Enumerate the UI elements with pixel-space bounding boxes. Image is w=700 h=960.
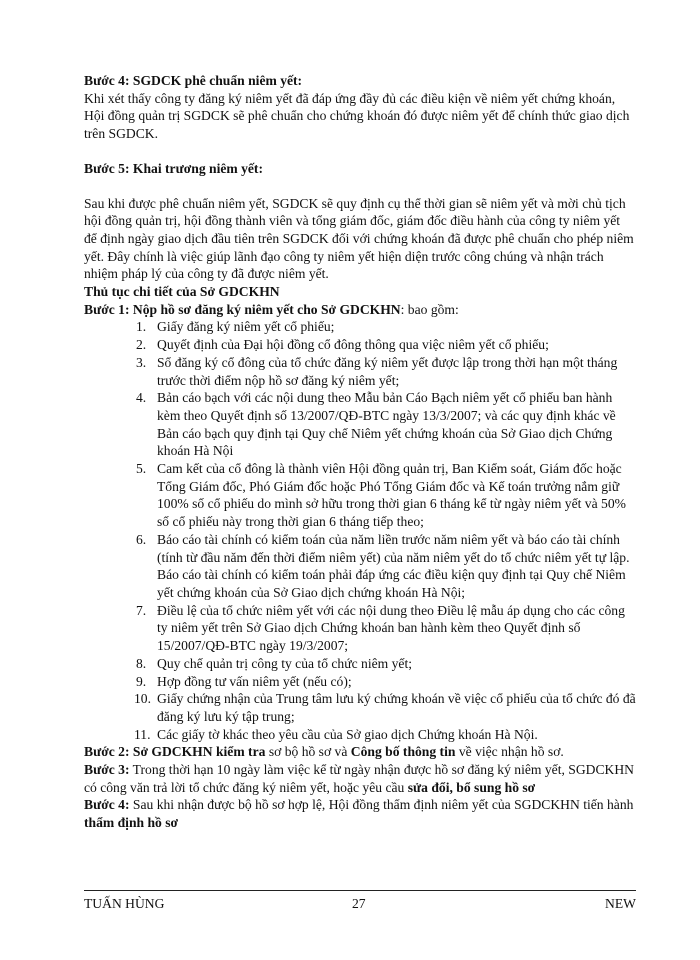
list-item: 5. Cam kết của cổ đông là thành viên Hội đồng quản trị, Ban Kiểm soát, Giám đốc hoặc Tổng Giám đốc, Phó Giám đốc hoặc Phó Tổng Giám đốc và Kế toán trưởng nắm giữ 100% số cổ phiếu do mình sở hữu trong thời gian 6 tháng kể từ ngày niêm yết và 50% số cổ phiếu này trong thời gian 6 tháng tiếp theo; xyxy=(136,461,626,530)
list-item: 7. Điều lệ của tổ chức niêm yết với các nội dung theo Điều lệ mẫu áp dụng cho các công ty niêm yết trên Sở Giao dịch Chứng khoán ban hành kèm theo Quyết định số 15/2007/QĐ-BTC ngày 19/3/2007; xyxy=(136,602,625,654)
hn-step4: Bước 4: Sau khi nhận được bộ hồ sơ hợp lệ, Hội đồng thẩm định niêm yết của SGDCKHN tiến hành thẩm định hồ sơ xyxy=(84,797,634,831)
hn-step1: Bước 1: Nộp hồ sơ đăng ký niêm yết cho Sở GDCKHN: bao gồm: xyxy=(84,301,459,317)
step5-heading: Bước 5: Khai trương niêm yết: xyxy=(84,160,263,176)
step4a-body: Khi xét thấy công ty đăng ký niêm yết đã đáp ứng đầy đủ các điều kiện về niêm yết chứng khoán, Hội đồng quản trị SGDCK sẽ phê chuẩn cho chứng khoán đó được niêm yết để chính thức giao dịch trên SGDCK. xyxy=(84,90,630,142)
list-item: 11. Các giấy tờ khác theo yêu cầu của Sở giao dịch Chứng khoán Hà Nội. xyxy=(134,726,538,742)
footer-divider xyxy=(84,890,636,891)
documents-list xyxy=(84,318,636,743)
list-item: 8. Quy chế quản trị công ty của tổ chức niêm yết; xyxy=(136,655,412,671)
step5-body: Sau khi được phê chuẩn niêm yết, SGDCK sẽ quy định cụ thể thời gian sẽ niêm yết và mời chủ tịch hội đồng quản trị, hội đồng thành viên và tổng giám đốc, giám đốc điều hành của công ty niêm yết để định ngày giao dịch đầu tiên trên SGDCK đối với chứng khoán đã được phê chuẩn cho phép niêm yết. Đây chính là việc giúp lãnh đạo công ty niêm yết hiện diện trước công chúng và nhận trách nhiệm pháp lý của công ty đã được niêm yết. xyxy=(84,195,634,282)
page-number: 27 xyxy=(352,896,366,911)
list-item: 6. Báo cáo tài chính có kiểm toán của năm liền trước năm niêm yết và báo cáo tài chính (tính từ đầu năm đến thời điểm niêm yết) của năm niêm yết do tổ chức niêm yết tự lập. Báo cáo tài chính có kiểm toán phải đáp ứng các điều kiện quy định tại Quy chế Niêm yết chứng khoán của Sở Giao dịch chứng khoán Hà Nội; xyxy=(136,531,630,600)
list-item: 9. Hợp đồng tư vấn niêm yết (nếu có); xyxy=(136,673,352,689)
hn-step3: Bước 3: Trong thời hạn 10 ngày làm việc kể từ ngày nhận được hồ sơ đăng ký niêm yết, SGDCKHN có công văn trả lời tổ chức đăng ký niêm yết, hoặc yêu cầu sửa đổi, bổ sung hồ sơ xyxy=(84,762,634,795)
list-item: 3. Sổ đăng ký cổ đông của tổ chức đăng ký niêm yết được lập trong thời hạn một tháng trước thời điểm nộp hồ sơ đăng ký niêm yết; xyxy=(136,354,618,388)
footer-author: TUẤN HÙNG xyxy=(84,896,165,911)
step4a-heading: Bước 4: SGDCK phê chuẩn niêm yết: xyxy=(84,73,303,88)
list-item: 10. Giấy chứng nhận của Trung tâm lưu ký chứng khoán về việc cổ phiếu của tổ chức đó đã đăng ký lưu ký tập trung; xyxy=(134,691,636,724)
document-page xyxy=(84,72,636,832)
hn-step2: Bước 2: Sở GDCKHN kiểm tra sơ bộ hồ sơ và Công bố thông tin về việc nhận hồ sơ. xyxy=(84,744,564,760)
list-item: 1. Giấy đăng ký niêm yết cổ phiếu; xyxy=(136,319,335,335)
footer-right-label: NEW xyxy=(605,896,636,911)
hn-title: Thủ tục chi tiết của Sở GDCKHN xyxy=(84,284,280,300)
list-item: 2. Quyết định của Đại hội đồng cổ đông thông qua việc niêm yết cổ phiếu; xyxy=(136,337,549,353)
list-item: 4. Bản cáo bạch với các nội dung theo Mẫu bản Cáo Bạch niêm yết cổ phiếu ban hành kèm theo Quyết định số 13/2007/QĐ-BTC ngày 13/3/2007; và các quy định khác về Bản cáo bạch quy định tại Quy chế Niêm yết chứng khoán của Sở Giao dịch Chứng khoán Hà Nội xyxy=(136,390,616,459)
